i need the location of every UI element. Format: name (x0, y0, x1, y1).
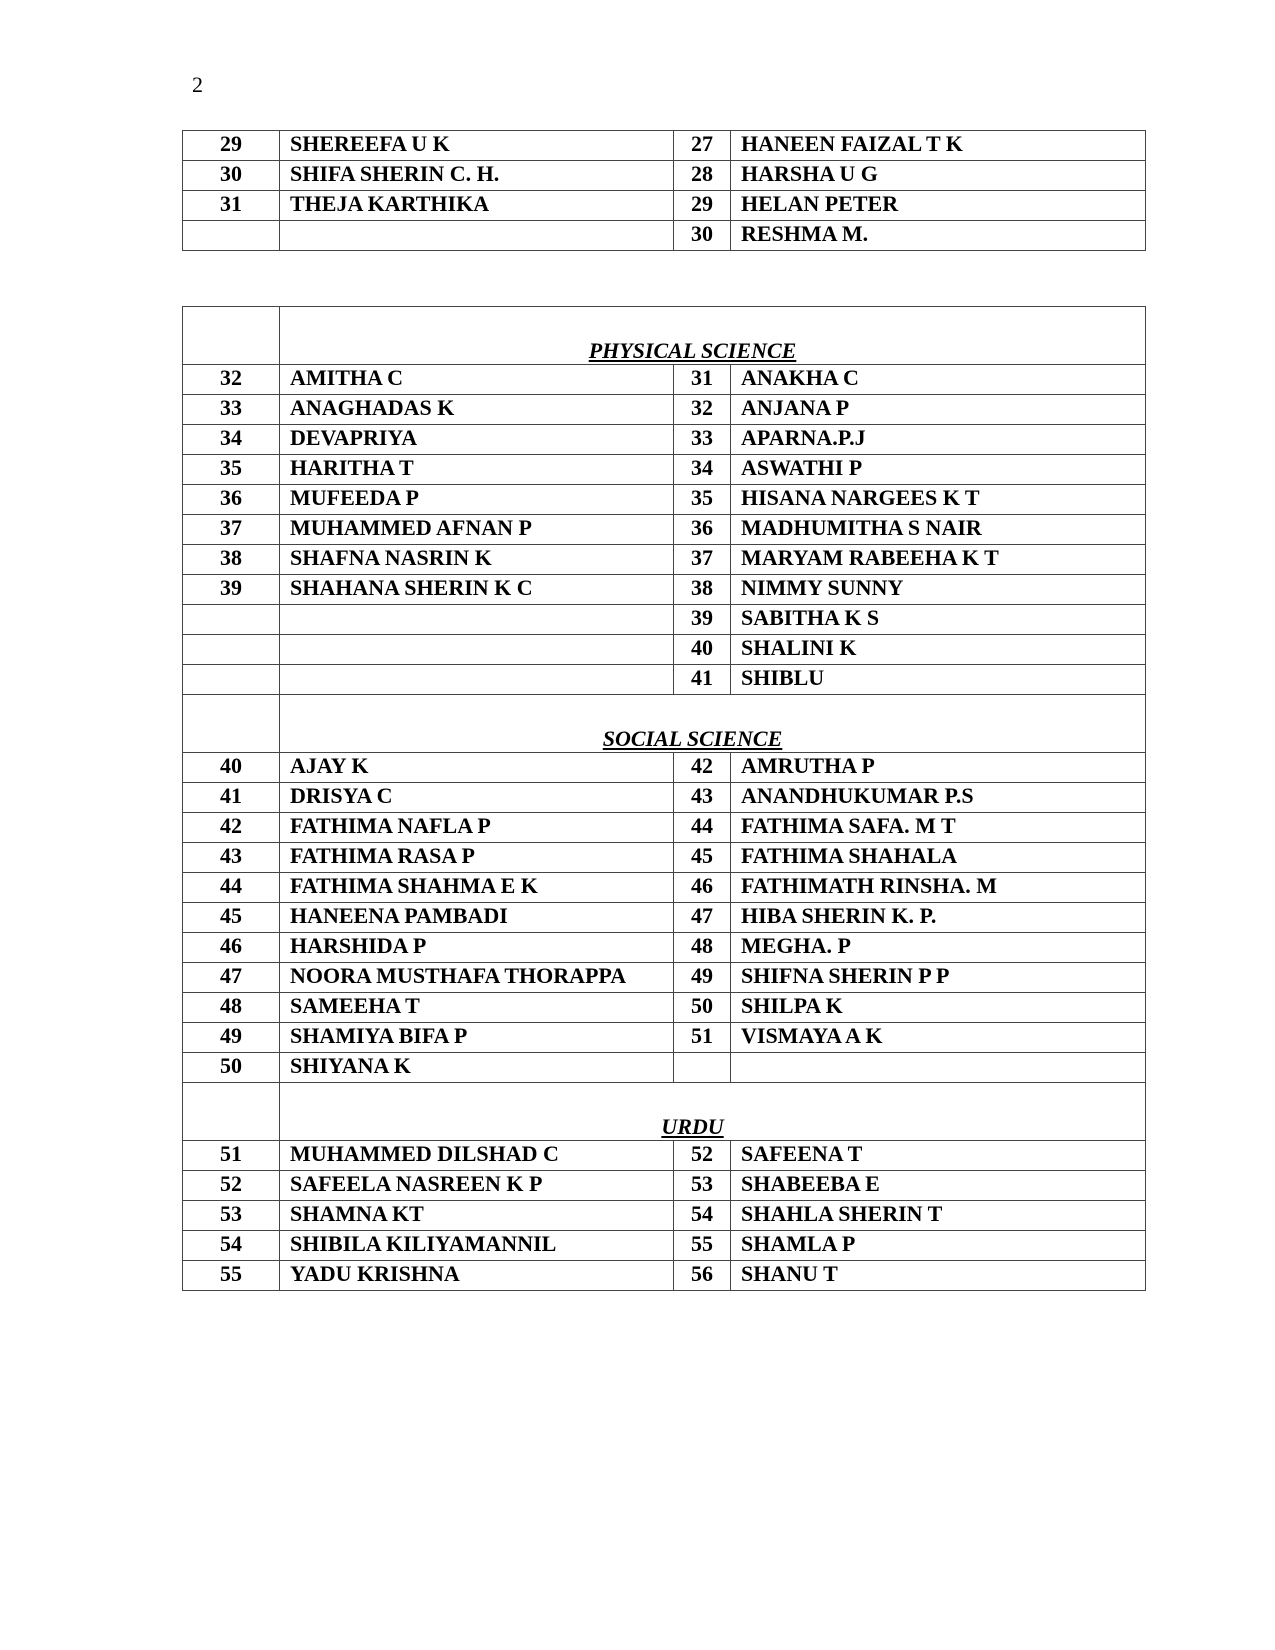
roster-table-continued (182, 130, 1146, 251)
student-name-right: ANANDHUKUMAR P.S (731, 783, 1146, 813)
section-heading-row (183, 1083, 1146, 1141)
roll-number-left: 55 (183, 1261, 280, 1291)
student-name-right: SHIBLU (731, 665, 1146, 695)
roll-number-right: 42 (674, 753, 731, 783)
student-name-right: HISANA NARGEES K T (731, 485, 1146, 515)
roll-number-left: 38 (183, 545, 280, 575)
student-name-right: SHAMLA P (731, 1231, 1146, 1261)
table-row (183, 635, 1146, 665)
roll-number-right: 38 (674, 575, 731, 605)
student-name-left: ANAGHADAS K (280, 395, 674, 425)
section-title-cell (280, 695, 1146, 753)
table-row (183, 515, 1146, 545)
table-row (183, 455, 1146, 485)
student-name-right: SAFEENA T (731, 1141, 1146, 1171)
student-name-left: YADU KRISHNA (280, 1261, 674, 1291)
table-row (183, 545, 1146, 575)
roll-number-left: 48 (183, 993, 280, 1023)
section-heading-row (183, 695, 1146, 753)
student-name-right: ANJANA P (731, 395, 1146, 425)
table-row (183, 1231, 1146, 1261)
student-name-right: AMRUTHA P (731, 753, 1146, 783)
roll-number-right: 43 (674, 783, 731, 813)
student-name-right: ANAKHA C (731, 365, 1146, 395)
page-number: 2 (192, 72, 203, 97)
roll-number-left: 34 (183, 425, 280, 455)
student-name-left (280, 605, 674, 635)
student-name-right: HELAN PETER (731, 191, 1146, 221)
roll-number-right: 31 (674, 365, 731, 395)
student-name-left (280, 221, 674, 251)
student-name-left: SHAHANA SHERIN K C (280, 575, 674, 605)
table-row (183, 1023, 1146, 1053)
student-name-left: THEJA KARTHIKA (280, 191, 674, 221)
student-name-right: FATHIMATH RINSHA. M (731, 873, 1146, 903)
roll-number-right: 28 (674, 161, 731, 191)
table-row (183, 365, 1146, 395)
roll-number-left (183, 665, 280, 695)
table-row (183, 783, 1146, 813)
roll-number-right: 37 (674, 545, 731, 575)
section-title: SOCIAL SCIENCE (602, 726, 783, 751)
roster-table-body (183, 131, 1146, 251)
roll-number-left: 40 (183, 753, 280, 783)
roll-number-left: 50 (183, 1053, 280, 1083)
section-heading-row (183, 307, 1146, 365)
roll-number-left (183, 221, 280, 251)
roll-number-right: 50 (674, 993, 731, 1023)
student-name-right: MARYAM RABEEHA K T (731, 545, 1146, 575)
student-name-right: SHABEEBA E (731, 1171, 1146, 1201)
student-name-left: MUHAMMED AFNAN P (280, 515, 674, 545)
student-name-right: HANEEN FAIZAL T K (731, 131, 1146, 161)
table-row (183, 191, 1146, 221)
student-name-left: FATHIMA SHAHMA E K (280, 873, 674, 903)
roll-number-right: 34 (674, 455, 731, 485)
student-name-left (280, 665, 674, 695)
table-row (183, 843, 1146, 873)
roll-number-right: 29 (674, 191, 731, 221)
table-row (183, 1201, 1146, 1231)
table-row (183, 161, 1146, 191)
student-name-right: FATHIMA SHAHALA (731, 843, 1146, 873)
roll-number-left: 51 (183, 1141, 280, 1171)
table-row (183, 665, 1146, 695)
roll-number-right: 36 (674, 515, 731, 545)
roll-number-left: 52 (183, 1171, 280, 1201)
student-name-right: SABITHA K S (731, 605, 1146, 635)
heading-blank-cell (183, 307, 280, 365)
roll-number-left: 47 (183, 963, 280, 993)
roll-number-right: 47 (674, 903, 731, 933)
roll-number-right: 40 (674, 635, 731, 665)
section-title-cell (280, 307, 1146, 365)
student-name-left: AMITHA C (280, 365, 674, 395)
roll-number-left: 54 (183, 1231, 280, 1261)
table-row (183, 1053, 1146, 1083)
student-name-right: SHALINI K (731, 635, 1146, 665)
student-name-left: DEVAPRIYA (280, 425, 674, 455)
table-row (183, 993, 1146, 1023)
student-name-right (731, 1053, 1146, 1083)
roll-number-right: 35 (674, 485, 731, 515)
roll-number-right: 41 (674, 665, 731, 695)
roll-number-left (183, 605, 280, 635)
table-row (183, 813, 1146, 843)
roll-number-right: 30 (674, 221, 731, 251)
roll-number-left: 44 (183, 873, 280, 903)
roll-number-right: 46 (674, 873, 731, 903)
student-name-left: FATHIMA NAFLA P (280, 813, 674, 843)
student-name-right: RESHMA M. (731, 221, 1146, 251)
roll-number-left: 39 (183, 575, 280, 605)
table-row (183, 1141, 1146, 1171)
roll-number-left: 42 (183, 813, 280, 843)
table-row (183, 963, 1146, 993)
roll-number-right: 53 (674, 1171, 731, 1201)
table-row (183, 1261, 1146, 1291)
student-name-right: MEGHA. P (731, 933, 1146, 963)
student-name-right: APARNA.P.J (731, 425, 1146, 455)
roll-number-right: 54 (674, 1201, 731, 1231)
roll-number-right: 39 (674, 605, 731, 635)
section-title-cell (280, 1083, 1146, 1141)
roll-number-left: 32 (183, 365, 280, 395)
roll-number-right: 56 (674, 1261, 731, 1291)
roll-number-left: 33 (183, 395, 280, 425)
roll-number-right: 51 (674, 1023, 731, 1053)
table-row (183, 933, 1146, 963)
student-name-right: SHIFNA SHERIN P P (731, 963, 1146, 993)
roll-number-left: 46 (183, 933, 280, 963)
roll-number-left: 29 (183, 131, 280, 161)
student-name-left: MUHAMMED DILSHAD C (280, 1141, 674, 1171)
table-row (183, 485, 1146, 515)
table-row (183, 575, 1146, 605)
roll-number-right: 32 (674, 395, 731, 425)
roll-number-left: 45 (183, 903, 280, 933)
student-name-left: FATHIMA RASA P (280, 843, 674, 873)
roll-number-left: 36 (183, 485, 280, 515)
table-row (183, 425, 1146, 455)
student-name-left: HARITHA T (280, 455, 674, 485)
student-name-left: SAFEELA NASREEN K P (280, 1171, 674, 1201)
section-title: PHYSICAL SCIENCE (588, 338, 797, 363)
student-name-right: SHILPA K (731, 993, 1146, 1023)
roll-number-right: 33 (674, 425, 731, 455)
heading-blank-cell (183, 1083, 280, 1141)
student-name-right: SHAHLA SHERIN T (731, 1201, 1146, 1231)
roll-number-right: 49 (674, 963, 731, 993)
section-title: URDU (661, 1114, 724, 1139)
student-name-left: SHEREEFA U K (280, 131, 674, 161)
student-name-left: AJAY K (280, 753, 674, 783)
student-name-left: HANEENA PAMBADI (280, 903, 674, 933)
student-name-right: VISMAYA A K (731, 1023, 1146, 1053)
student-name-right: NIMMY SUNNY (731, 575, 1146, 605)
heading-blank-cell (183, 695, 280, 753)
roll-number-left (183, 635, 280, 665)
roll-number-right: 48 (674, 933, 731, 963)
student-name-left: SHAMNA KT (280, 1201, 674, 1231)
student-name-left: SAMEEHA T (280, 993, 674, 1023)
student-name-left: SHAMIYA BIFA P (280, 1023, 674, 1053)
student-name-right: FATHIMA SAFA. M T (731, 813, 1146, 843)
student-name-right: HARSHA U G (731, 161, 1146, 191)
student-name-left: SHIFA SHERIN C. H. (280, 161, 674, 191)
roll-number-right: 27 (674, 131, 731, 161)
roster-table-body (183, 307, 1146, 1291)
table-row (183, 753, 1146, 783)
roster-table-sections (182, 306, 1146, 1291)
roll-number-left: 49 (183, 1023, 280, 1053)
student-name-left: SHIYANA K (280, 1053, 674, 1083)
roll-number-left: 35 (183, 455, 280, 485)
table-row (183, 395, 1146, 425)
student-name-left: SHIBILA KILIYAMANNIL (280, 1231, 674, 1261)
table-row (183, 221, 1146, 251)
student-name-right: ASWATHI P (731, 455, 1146, 485)
table-row (183, 605, 1146, 635)
roll-number-right (674, 1053, 731, 1083)
roll-number-left: 37 (183, 515, 280, 545)
roll-number-right: 45 (674, 843, 731, 873)
student-name-left: DRISYA C (280, 783, 674, 813)
table-row (183, 131, 1146, 161)
roll-number-right: 44 (674, 813, 731, 843)
roll-number-left: 30 (183, 161, 280, 191)
roll-number-right: 52 (674, 1141, 731, 1171)
student-name-left: SHAFNA NASRIN K (280, 545, 674, 575)
roll-number-left: 53 (183, 1201, 280, 1231)
student-name-left: HARSHIDA P (280, 933, 674, 963)
student-name-right: HIBA SHERIN K. P. (731, 903, 1146, 933)
student-name-right: SHANU T (731, 1261, 1146, 1291)
student-name-left (280, 635, 674, 665)
student-name-left: NOORA MUSTHAFA THORAPPA (280, 963, 674, 993)
table-row (183, 873, 1146, 903)
roll-number-left: 43 (183, 843, 280, 873)
roll-number-left: 31 (183, 191, 280, 221)
table-row (183, 1171, 1146, 1201)
student-name-left: MUFEEDA P (280, 485, 674, 515)
roll-number-right: 55 (674, 1231, 731, 1261)
roll-number-left: 41 (183, 783, 280, 813)
student-name-right: MADHUMITHA S NAIR (731, 515, 1146, 545)
table-row (183, 903, 1146, 933)
